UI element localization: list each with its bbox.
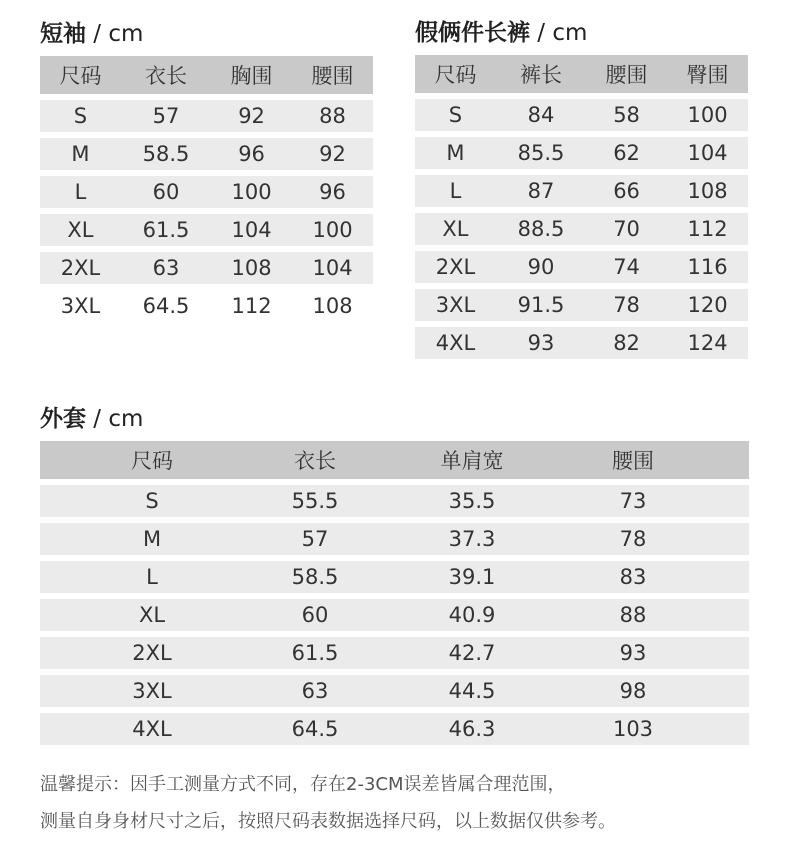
table-row (415, 99, 748, 131)
table-cell: 60 (264, 599, 366, 631)
table-cell: M (40, 138, 121, 170)
table-cell: 100 (211, 176, 292, 208)
table-cell: 104 (211, 214, 292, 246)
table-cell: 55.5 (264, 485, 366, 517)
table-cell: 61.5 (264, 637, 366, 669)
table-cell: 58.5 (264, 561, 366, 593)
table-cell: 39.1 (366, 561, 578, 593)
table-cell: 85.5 (496, 137, 586, 169)
table-cell: 3XL (415, 289, 496, 321)
table-cell: 63 (264, 675, 366, 707)
table-header-row (415, 55, 748, 93)
table-cell: 92 (211, 100, 292, 132)
shirt-title-text: 短袖 (40, 21, 86, 47)
table-cell: 63 (121, 252, 211, 284)
pants-title-text: 假俩件长裤 (415, 20, 530, 46)
table-cell: XL (40, 599, 264, 631)
table-cell: 88 (578, 599, 688, 631)
table-cell: XL (415, 213, 496, 245)
table-cell: 58.5 (121, 138, 211, 170)
table-cell: 42.7 (366, 637, 578, 669)
shirt-size-section (40, 16, 373, 328)
table-cell: L (415, 175, 496, 207)
table-cell: 58 (586, 99, 667, 131)
shirt-section-title (40, 16, 373, 52)
table-cell: 108 (312, 294, 353, 318)
table-cell: 112 (231, 294, 272, 318)
table-cell: 44.5 (366, 675, 578, 707)
table-cell: 2XL (40, 252, 121, 284)
table-cell: 93 (496, 327, 586, 359)
table-row (415, 327, 748, 359)
table-cell: 2XL (415, 251, 496, 283)
table-cell: XL (40, 214, 121, 246)
table-cell: 37.3 (366, 523, 578, 555)
table-cell: 84 (496, 99, 586, 131)
table-cell: 83 (578, 561, 688, 593)
pants-section-title (415, 15, 748, 51)
table-cell: 70 (586, 213, 667, 245)
table-row (415, 213, 748, 245)
table-cell: 88.5 (496, 213, 586, 245)
table-cell-spacer (688, 485, 749, 517)
shirt-size-table (40, 50, 373, 328)
table-cell: 108 (667, 175, 748, 207)
table-cell: 64.5 (142, 294, 190, 318)
jacket-size-section (40, 401, 749, 751)
table-cell: 100 (667, 99, 748, 131)
table-cell: 35.5 (366, 485, 578, 517)
header-cell: 单肩宽 (366, 441, 578, 479)
table-cell: S (40, 485, 264, 517)
table-cell: 104 (292, 252, 373, 284)
table-cell: 92 (292, 138, 373, 170)
table-cell: 73 (578, 485, 688, 517)
table-cell-spacer (688, 599, 749, 631)
jacket-section-title (40, 401, 749, 437)
table-row (415, 251, 748, 283)
header-cell: 裤长 (496, 55, 586, 93)
pants-size-table (415, 49, 748, 365)
table-cell: 120 (667, 289, 748, 321)
header-cell: 尺码 (40, 56, 121, 94)
header-cell-spacer (688, 441, 749, 479)
table-cell: 64.5 (264, 713, 366, 745)
header-cell: 腰围 (578, 441, 688, 479)
table-cell: 98 (578, 675, 688, 707)
table-cell: 87 (496, 175, 586, 207)
header-cell: 衣长 (121, 56, 211, 94)
table-row (40, 675, 749, 707)
table-row (40, 561, 749, 593)
table-cell-spacer (688, 637, 749, 669)
table-cell: 103 (578, 713, 688, 745)
jacket-title-text: 外套 (40, 406, 86, 432)
table-cell: 74 (586, 251, 667, 283)
table-cell-spacer (688, 713, 749, 745)
table-cell: L (40, 561, 264, 593)
header-cell: 臀围 (667, 55, 748, 93)
table-cell: 40.9 (366, 599, 578, 631)
table-cell: 112 (667, 213, 748, 245)
pants-unit-text: / cm (530, 20, 588, 46)
table-cell: S (40, 100, 121, 132)
table-cell: 124 (667, 327, 748, 359)
table-cell: 90 (496, 251, 586, 283)
table-cell: S (415, 99, 496, 131)
table-cell: 96 (211, 138, 292, 170)
table-cell: 3XL (40, 675, 264, 707)
table-header-row (40, 441, 749, 479)
table-row (415, 175, 748, 207)
table-cell: 78 (578, 523, 688, 555)
table-cell: 62 (586, 137, 667, 169)
table-cell: M (415, 137, 496, 169)
note-line-1: 温馨提示：因手工测量方式不同，存在2-3CM误差皆属合理范围， (40, 774, 566, 795)
table-row (40, 599, 749, 631)
table-row (40, 138, 373, 170)
table-cell: 100 (292, 214, 373, 246)
table-row (40, 100, 373, 132)
table-row (40, 637, 749, 669)
header-cell: 尺码 (415, 55, 496, 93)
table-cell: 78 (586, 289, 667, 321)
header-cell: 胸围 (211, 56, 292, 94)
table-row (415, 289, 748, 321)
table-header-row (40, 56, 373, 94)
table-cell: 116 (667, 251, 748, 283)
header-cell: 衣长 (264, 441, 366, 479)
table-cell: 57 (121, 100, 211, 132)
table-cell: 46.3 (366, 713, 578, 745)
table-row (415, 137, 748, 169)
table-cell: 96 (292, 176, 373, 208)
table-cell: M (40, 523, 264, 555)
pants-size-section (415, 15, 748, 365)
table-cell: 4XL (415, 327, 496, 359)
table-cell: 91.5 (496, 289, 586, 321)
table-cell: 60 (121, 176, 211, 208)
table-cell: 93 (578, 637, 688, 669)
header-cell: 腰围 (586, 55, 667, 93)
table-cell: 108 (211, 252, 292, 284)
shirt-unit-text: / cm (86, 21, 144, 47)
size-notes (40, 766, 760, 840)
table-cell: 2XL (40, 637, 264, 669)
header-cell: 尺码 (40, 441, 264, 479)
table-row (40, 713, 749, 745)
table-row (40, 214, 373, 246)
table-cell: 61.5 (121, 214, 211, 246)
table-cell: 57 (264, 523, 366, 555)
table-cell: L (40, 176, 121, 208)
table-cell-spacer (688, 523, 749, 555)
header-cell: 腰围 (292, 56, 373, 94)
table-row (40, 485, 749, 517)
table-cell: 104 (667, 137, 748, 169)
table-cell: 88 (292, 100, 373, 132)
table-cell: 3XL (60, 294, 101, 318)
table-row (40, 176, 373, 208)
table-row (40, 290, 373, 322)
table-row (40, 523, 749, 555)
jacket-size-table (40, 435, 749, 751)
table-row (40, 252, 373, 284)
table-cell-spacer (688, 561, 749, 593)
table-cell: 82 (586, 327, 667, 359)
note-line-2: 测量自身身材尺寸之后，按照尺码表数据选择尺码，以上数据仅供参考。 (40, 811, 616, 832)
table-cell: 4XL (40, 713, 264, 745)
table-cell-spacer (688, 675, 749, 707)
jacket-unit-text: / cm (86, 406, 144, 432)
table-cell: 66 (586, 175, 667, 207)
